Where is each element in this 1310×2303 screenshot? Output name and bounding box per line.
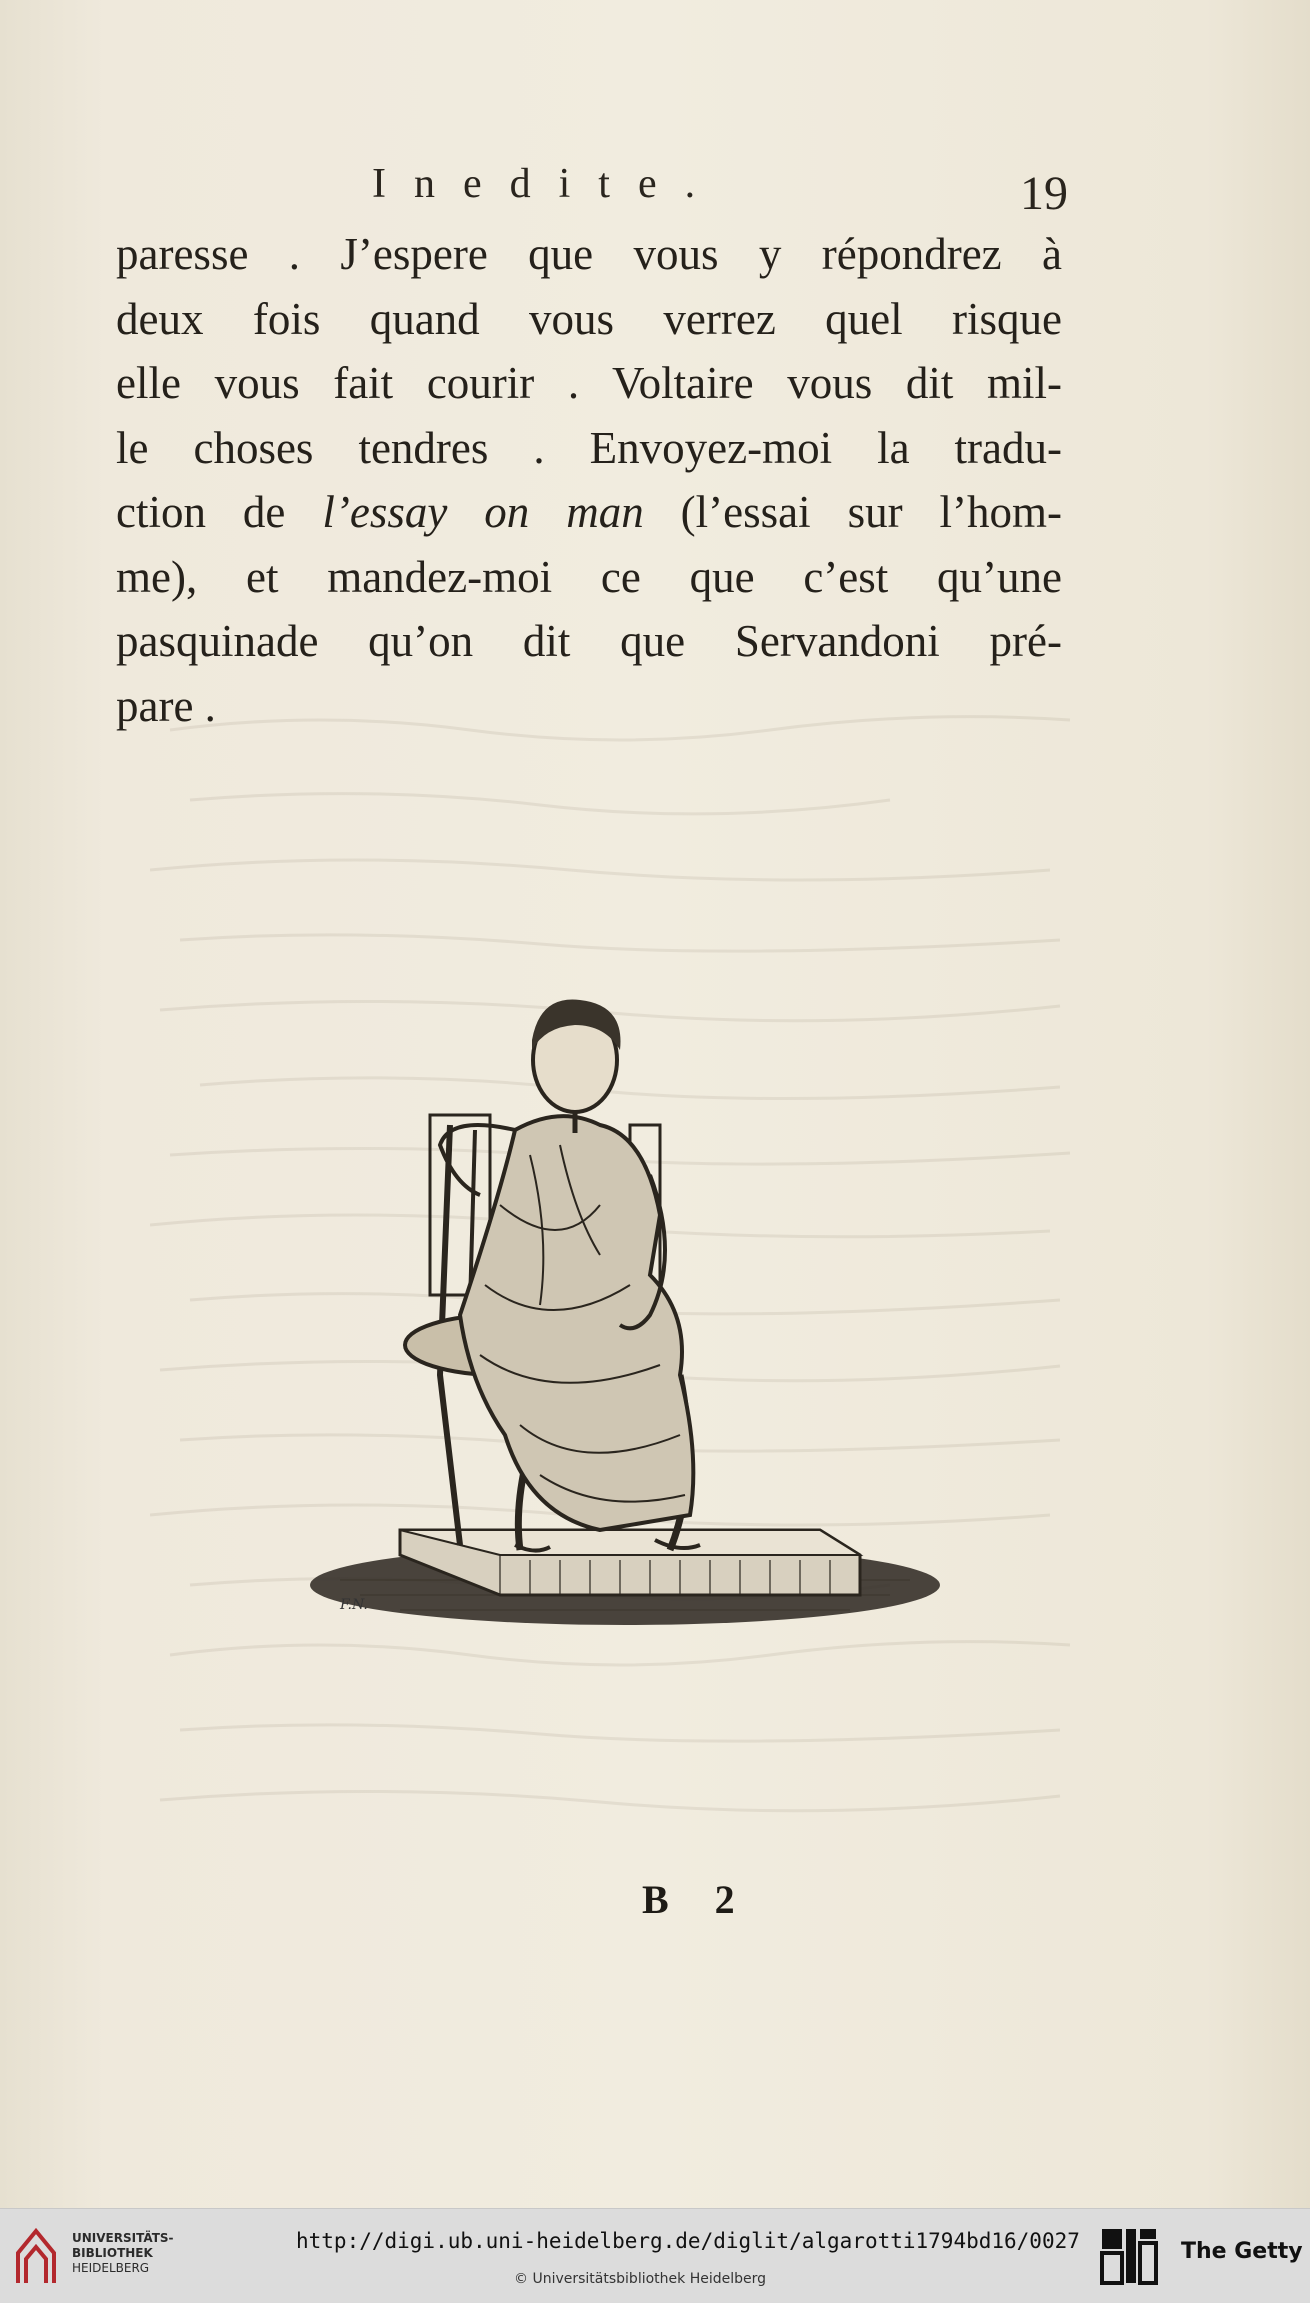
text-line-2: deux fois quand vous verrez quel risque — [116, 293, 1062, 344]
seated-figure-engraving-icon — [300, 955, 950, 1645]
text-line-1: paresse . J’espere que vous y répondrez à — [116, 229, 1062, 279]
text-line-4: le choses tendres . Envoyez-moi la tradu- — [116, 422, 1062, 473]
text-line-3: elle vous fait courir . Voltaire vous dit mil- — [116, 358, 1062, 408]
running-header — [118, 160, 1068, 220]
copyright-notice: © Universitätsbibliothek Heidelberg — [514, 2271, 767, 2287]
library-name-line-2: BIBLIOTHEK — [72, 2246, 153, 2260]
italic-title: l’essay on man — [322, 487, 644, 537]
text-line-7: pasquinade qu’on dit que Servandoni pré- — [116, 616, 1062, 666]
library-name — [72, 2231, 174, 2276]
permalink-url[interactable]: http://digi.ub.uni-heidelberg.de/diglit/algarotti1794bd16/0027 — [296, 2229, 1080, 2253]
page-number: 19 — [1020, 167, 1068, 220]
header-title: Inedite. — [372, 161, 724, 207]
text-line-8: pare . — [116, 680, 216, 731]
digitization-footer — [0, 2208, 1310, 2303]
text-line-5-start: ction de — [116, 487, 286, 537]
gathering-signature: B 2 — [642, 1877, 753, 1922]
library-name-line-3: HEIDELBERG — [72, 2261, 150, 2275]
text-line-5 — [116, 480, 1062, 545]
text-line-5-end: (l’essai sur l’hom- — [680, 487, 1062, 537]
getty-label: The Getty — [1181, 2239, 1303, 2264]
letter-text — [116, 222, 1062, 738]
engraver-signature: F.N. — [340, 1597, 368, 1613]
text-line-6: me), et mandez-moi ce que c’est qu’une — [116, 551, 1062, 602]
getty-logo-icon — [1100, 2227, 1158, 2285]
library-name-line-1: UNIVERSITÄTS- — [72, 2231, 174, 2245]
library-logo-icon — [14, 2227, 58, 2285]
